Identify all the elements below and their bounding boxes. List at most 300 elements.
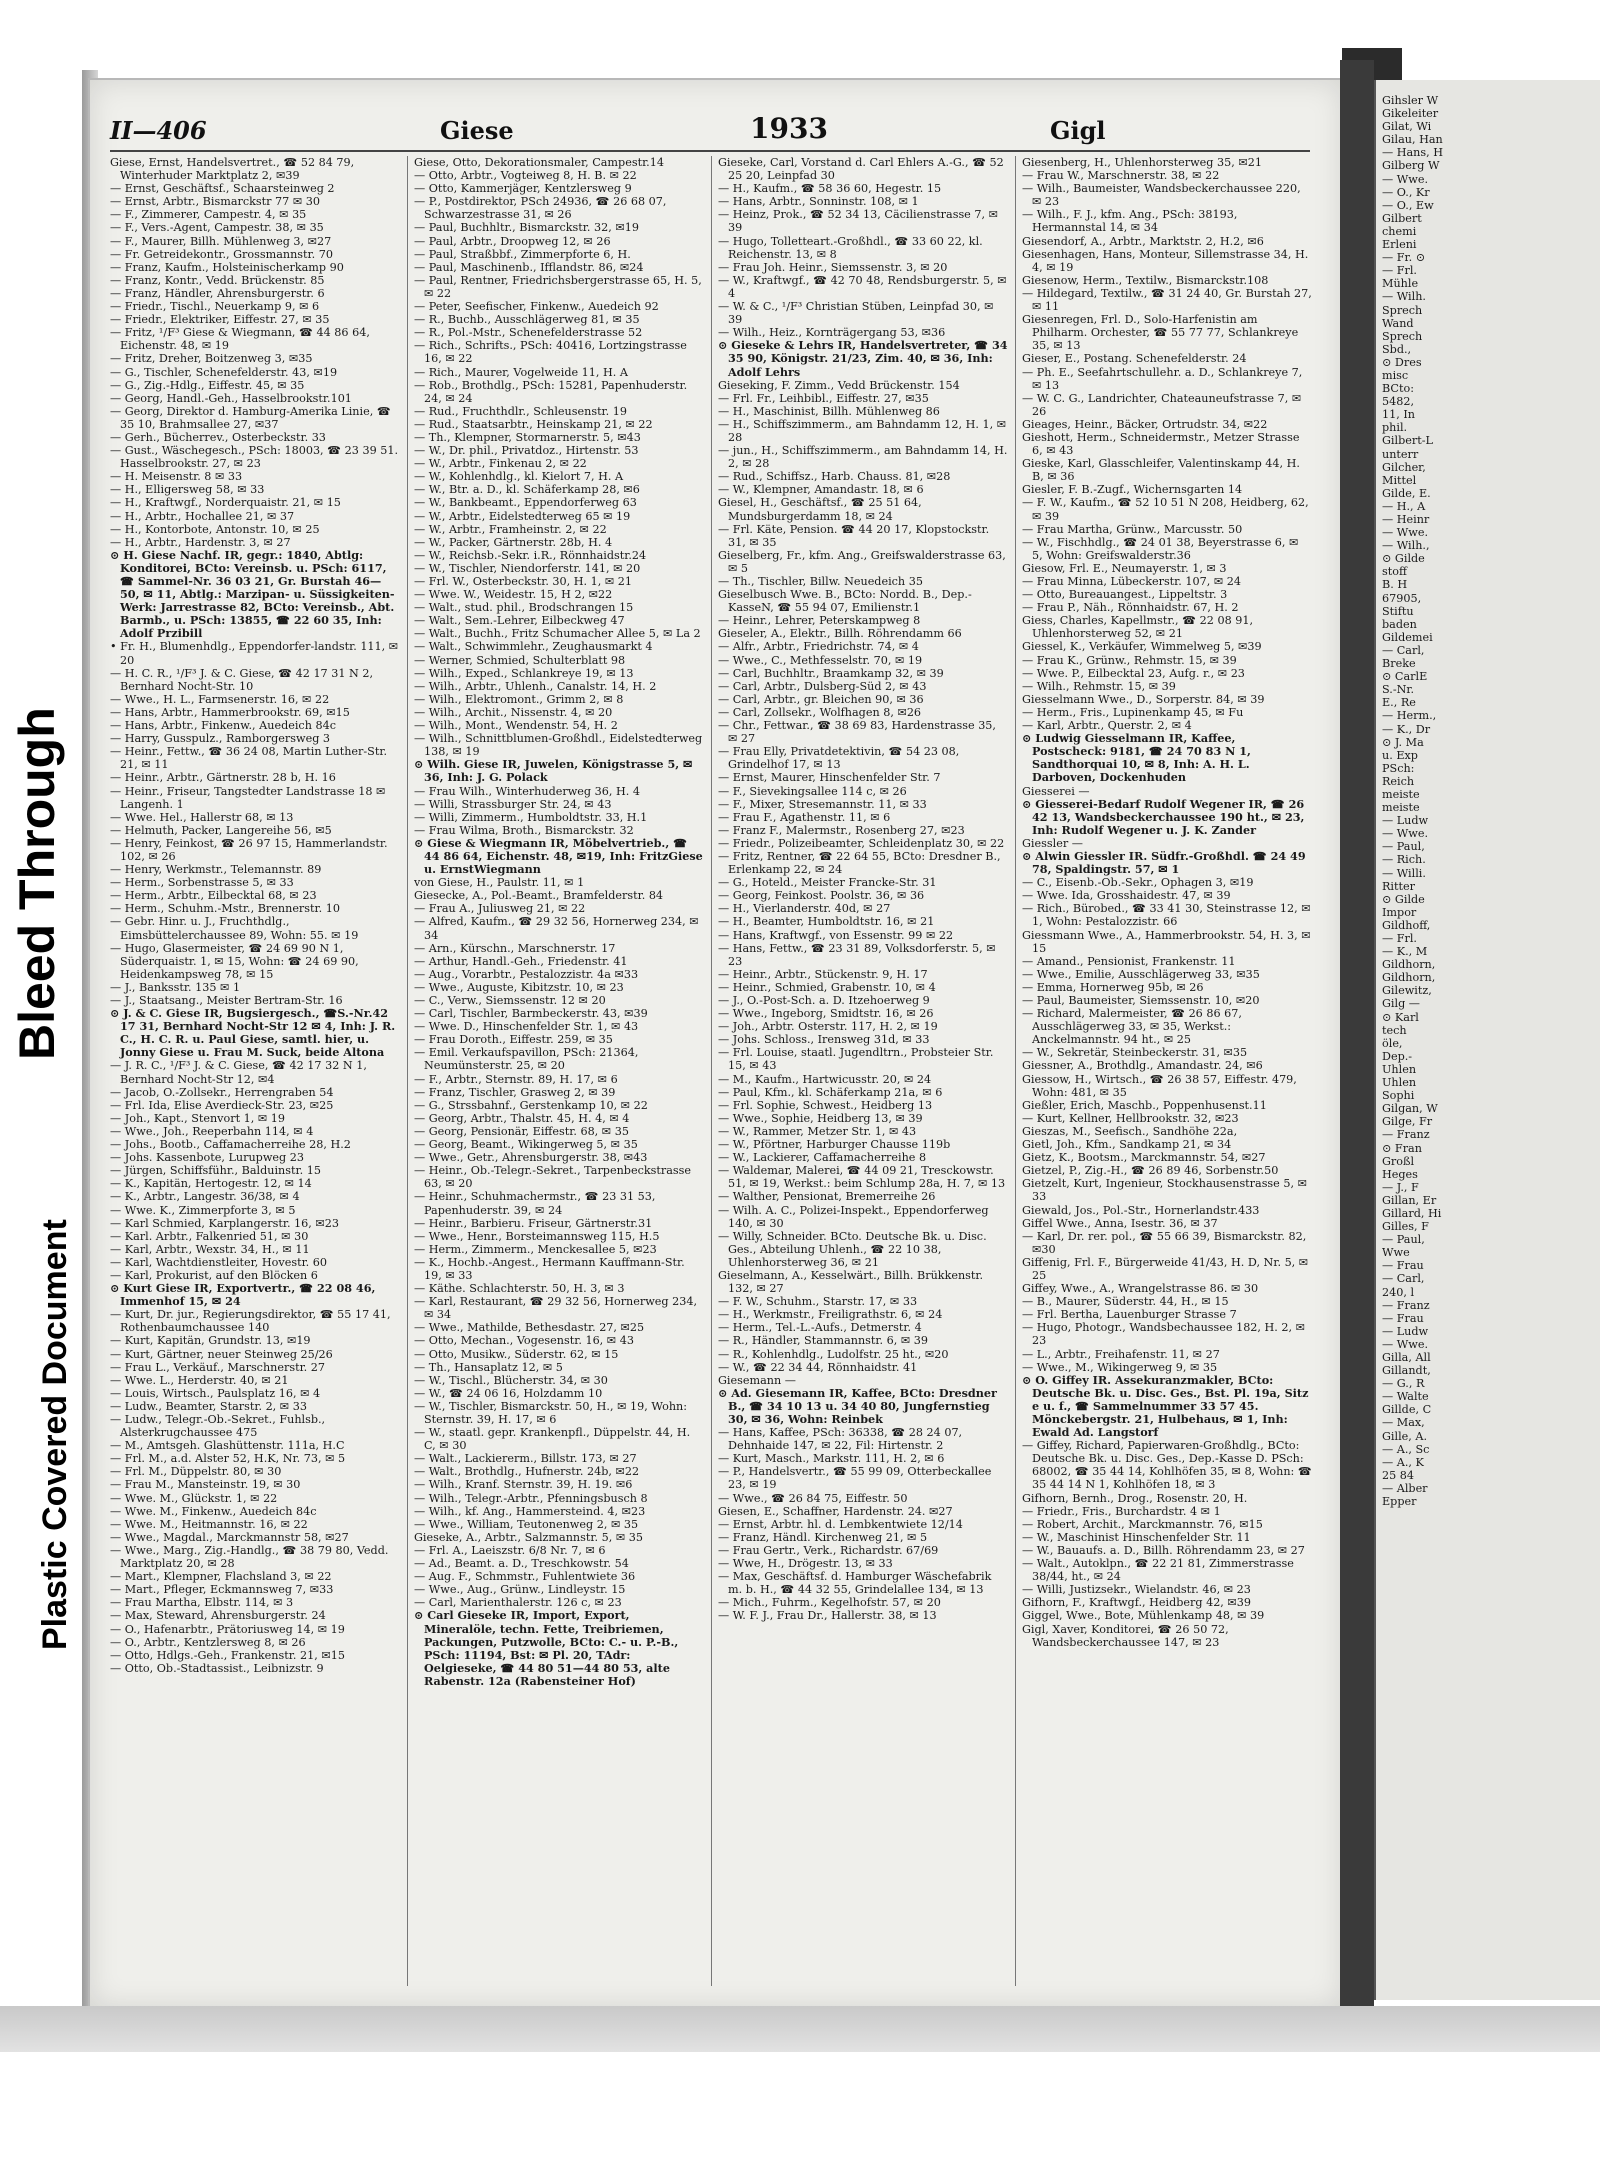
directory-entry: — Wwe. M., Heitmannstr. 16, ✉ 22 (110, 1517, 308, 1531)
directory-entry: Giessel, K., Verkäufer, Wimmelweg 5, ✉39 (1022, 640, 1262, 654)
directory-column-2 (414, 156, 704, 1986)
facing-page-line: 67905, (1382, 591, 1422, 605)
directory-entry: — F., Arbtr., Sternstr. 89, H. 17, ✉ 6 (414, 1072, 618, 1086)
directory-entry: — W., Tischler, Bismarckstr. 50, H., ✉ 19, Wohn: Sternstr. 39, H. 17, ✉ 6 (414, 1399, 688, 1426)
directory-entry: — Arn., Kürschn., Marschnerstr. 17 (414, 941, 616, 955)
directory-entry: Gieseking, F. Zimm., Vedd Brückenstr. 154 (718, 378, 960, 392)
directory-entry: — Käthe. Schlachterstr. 50, H. 3, ✉ 3 (414, 1282, 625, 1296)
directory-entry: — F., Maurer, Billh. Mühlenweg 3, ✉27 (110, 234, 332, 248)
facing-page-line: ⊙ Gilde (1382, 892, 1425, 906)
directory-entry: — Giffey, Richard, Papierwaren-Großhdlg., BCto: Deutsche Bk. u. Disc. Ges., Dep.-Kasse D. PSch: 68002, ☎ 35 44 14, Kohlhöfen 35, ✉ 8, Wohn: ☎ 35 44 14 N 1, Kohlhöfen 18, ✉ 3 (1022, 1439, 1312, 1492)
directory-entry: — Rich., Maurer, Vogelweide 11, H. A (414, 365, 628, 379)
directory-entry: — Frau Gertr., Verk., Richardstr. 67/69 (718, 1543, 939, 1557)
directory-entry: — Wwe., Ingeborg, Smidtstr. 16, ✉ 26 (718, 1007, 934, 1021)
directory-entry: Gietzel, P., Zig.-H., ☎ 26 89 46, Sorbenstr.50 (1022, 1164, 1279, 1178)
directory-entry: — W., Maschinist Hinschenfelder Str. 11 (1022, 1530, 1251, 1544)
directory-entry: — F., Sievekingsallee 114 c, ✉ 26 (718, 784, 907, 798)
directory-entry: — O., Hafenarbtr., Prätoriusweg 14, ✉ 19 (110, 1622, 345, 1636)
directory-entry: — J., O.-Post-Sch. a. D. Itzehoerweg 9 (718, 994, 930, 1007)
directory-entry: — Aug. F., Schmmstr., Fuhlentwiete 36 (414, 1570, 636, 1584)
directory-entry: Gieages, Heinr., Bäcker, Ortrudstr. 34, ✉22 (1022, 417, 1268, 431)
directory-entry: — Rich., Bürobed., ☎ 33 41 30, Steinstrasse 12, ✉ 1, Wohn: Pestalozzistr. 66 (1022, 902, 1311, 929)
directory-entry: — Herm., Zimmerm., Menckesallee 5, ✉23 (414, 1242, 657, 1256)
directory-entry: — Hans, Arbtr., Finkenw., Auedeich 84c (110, 719, 336, 733)
directory-entry: — Louis, Wirtsch., Paulsplatz 16, ✉ 4 (110, 1386, 321, 1400)
directory-entry: Gifhorn, F., Kraftwgf., Heidberg 42, ✉39 (1022, 1596, 1252, 1610)
directory-entry: — Heinr., Schmied, Grabenstr. 10, ✉ 4 (718, 980, 936, 994)
facing-page-line: BCto: (1382, 382, 1414, 396)
directory-entry: — Rich., Schrifts., PSch: 40416, Lortzingstrasse 16, ✉ 22 (414, 339, 687, 366)
directory-entry: — Wwe. W., Weidestr. 15, H 2, ✉22 (414, 588, 613, 602)
column-divider (1015, 156, 1016, 1986)
directory-entry: — W., Kraftwgf., ☎ 42 70 48, Rendsburgerstr. 5, ✉ 4 (718, 273, 1007, 300)
directory-entry: von Giese, H., Paulstr. 11, ✉ 1 (414, 876, 585, 890)
facing-page-line: — Walte (1382, 1390, 1429, 1404)
directory-entry: — Hildegard, Textilw., ☎ 31 24 40, Gr. Burstah 27, ✉ 11 (1022, 286, 1312, 314)
facing-page-line: PSch: (1382, 761, 1415, 775)
directory-entry: — W., Arbtr., Eidelstedterweg 65 ✉ 19 (414, 509, 631, 523)
directory-entry: Gigl, Xaver, Konditorei, ☎ 26 50 72, Wandsbeckerchaussee 147, ✉ 23 (1022, 1622, 1229, 1649)
facing-page-line: Breke (1382, 657, 1416, 671)
directory-entry: — Wilh., kf. Ang., Hammersteind. 4, ✉23 (414, 1504, 646, 1518)
directory-entry: — Karl Schmied, Karplangerstr. 16, ✉23 (110, 1216, 340, 1230)
directory-entry: — Paul, Rentner, Friedrichsbergerstrasse 65, H. 5, ✉ 22 (414, 273, 702, 300)
directory-entry: — W., ☎ 24 06 16, Holzdamm 10 (414, 1386, 603, 1400)
directory-entry: — Otto, Musikw., Süderstr. 62, ✉ 15 (414, 1347, 619, 1361)
facing-page-line: phil. (1382, 421, 1408, 435)
facing-page-line: Gildhoff, (1382, 918, 1431, 932)
facing-page-line: — Wilh. (1382, 290, 1426, 304)
column-divider (711, 156, 712, 1986)
directory-entry: — Max, Steward, Ahrensburgerstr. 24 (110, 1609, 326, 1623)
directory-entry: — C., Verw., Siemssenstr. 12 ✉ 20 (414, 994, 606, 1007)
directory-entry: — Georg, Pensionär, Eiffestr. 68, ✉ 35 (414, 1124, 629, 1138)
directory-entry: Gieselmann, A., Kesselwärt., Billh. Brükkenstr. 132, ✉ 27 (718, 1268, 984, 1296)
directory-entry: — W., Reichsb.-Sekr. i.R., Rönnhaidstr.24 (414, 548, 647, 562)
directory-entry: Giesselmann Wwe., D., Sorperstr. 84, ✉ 39 (1022, 692, 1265, 706)
directory-entry: — Frau Minna, Lübeckerstr. 107, ✉ 24 (1022, 575, 1242, 588)
facing-page-line: ⊙ J. Ma (1382, 735, 1424, 749)
directory-entry: — Frau L., Verkäuf., Marschnerstr. 27 (110, 1360, 326, 1374)
facing-page-line: Gilla, All (1382, 1351, 1431, 1364)
facing-page-line: Impor (1382, 905, 1417, 919)
directory-entry: — Wwe. M., Glückstr. 1, ✉ 22 (110, 1491, 278, 1505)
facing-page-line: Gilgan, W (1382, 1102, 1438, 1116)
facing-page-line: Uhlen (1382, 1076, 1417, 1090)
directory-entry: — W., Fischhdlg., ☎ 24 01 38, Beyerstrasse 6, ✉ 5, Wohn: Greifswalderstr.36 (1022, 535, 1299, 562)
directory-columns (110, 156, 1310, 1986)
directory-entry: • Fr. H., Blumenhdlg., Eppendorfer-landstr. 111, ✉ 20 (110, 640, 399, 667)
directory-entry: — Otto, Arbtr., Vogteiweg 8, H. B. ✉ 22 (414, 169, 637, 183)
directory-entry: — Wwe., Sophie, Heidberg 13, ✉ 39 (718, 1111, 923, 1125)
directory-entry: — W., Klempner, Amandastr. 18, ✉ 6 (718, 483, 924, 497)
facing-page-line: Gilles, F (1382, 1220, 1429, 1234)
facing-page-line: Heges (1382, 1167, 1418, 1181)
facing-page-line: Wwe (1382, 1246, 1410, 1260)
directory-entry: — Ludw., Telegr.-Ob.-Sekret., Fuhlsb., Alsterkrugchaussee 475 (110, 1413, 326, 1440)
directory-entry: — Jürgen, Schiffsführ., Balduinstr. 15 (110, 1164, 321, 1178)
facing-page-line: Ritter (1382, 879, 1415, 893)
directory-entry: Giess, Charles, Kapellmstr., ☎ 22 08 91, Uhlenhorsterweg 52, ✉ 21 (1022, 614, 1254, 641)
directory-entry: — Walt., Schwimmlehr., Zeughausmarkt 4 (414, 640, 653, 654)
directory-entry: — H. Meisenstr. 8 ✉ 33 (110, 470, 243, 484)
directory-entry: — H., Kraftwgf., Norderquaistr. 21, ✉ 15 (110, 496, 341, 510)
directory-entry: — Franz F., Malermstr., Rosenberg 27, ✉23 (718, 823, 965, 837)
directory-entry: — Kurt, Masch., Markstr. 111, H. 2, ✉ 6 (718, 1452, 945, 1466)
facing-page-line: Gille, A. (1382, 1429, 1428, 1443)
facing-page-line: Gilge, Fr (1382, 1115, 1433, 1129)
directory-entry: — Wwe. P., Eilbecktal 23, Aufg. r., ✉ 23 (1022, 666, 1245, 680)
directory-entry: — Johs. Kassenbote, Lurupweg 23 (110, 1151, 304, 1165)
directory-entry: — Georg, Arbtr., Thalstr. 45, H. 4, ✉ 4 (414, 1111, 630, 1125)
directory-entry: — Johs., Bootb., Caffamacherreihe 28, H.2 (110, 1138, 351, 1152)
facing-page-line: — Frau (1382, 1259, 1424, 1273)
directory-entry: — Wwe., ☎ 26 84 75, Eiffestr. 50 (718, 1491, 908, 1505)
directory-entry: — H., Arbtr., Hochallee 21, ✉ 37 (110, 509, 295, 523)
directory-entry: — Walt., Autoklpn., ☎ 22 21 81, Zimmerstrasse 38/44, ht., ✉ 24 (1022, 1557, 1294, 1584)
facing-page-line: Gildemei (1382, 630, 1433, 644)
directory-entry: — Wwe. L., Herderstr. 40, ✉ 21 (110, 1373, 289, 1387)
directory-entry: — Th., Hansaplatz 12, ✉ 5 (414, 1360, 563, 1374)
facing-page-line: Mühle (1382, 277, 1419, 291)
directory-entry: — Peter, Seefischer, Finkenw., Auedeich 92 (414, 300, 659, 314)
facing-page-line: — K., M (1382, 945, 1428, 959)
facing-page-line: Gilbert-L (1382, 434, 1433, 448)
directory-entry: — K., Arbtr., Langestr. 36/38, ✉ 4 (110, 1190, 300, 1204)
directory-column-3 (718, 156, 1008, 1986)
directory-entry: — W. C. G., Landrichter, Chateauneufstrasse 7, ✉ 26 (1022, 391, 1302, 418)
directory-entry: — Willi, Justizsekr., Wielandstr. 46, ✉ 23 (1022, 1583, 1251, 1597)
directory-entry: — Frau Elly, Privatdetektivin, ☎ 54 23 08, Grindelhof 17, ✉ 13 (718, 745, 960, 772)
directory-entry: — Frl. Ida, Elise Averdieck-Str. 23, ✉25 (110, 1098, 334, 1112)
directory-entry: — Wilh., Archit., Nissenstr. 4, ✉ 20 (414, 705, 613, 719)
directory-column-4 (1022, 156, 1312, 1986)
directory-entry: — Walther, Pensionat, Bremerreihe 26 (718, 1190, 936, 1204)
directory-entry: ⊙ Kurt Giese IR, Exportvertr., ☎ 22 08 46, Immenhof 15, ✉ 24 (110, 1281, 376, 1309)
facing-page-line: 240, l (1382, 1285, 1415, 1299)
book-spine (1340, 60, 1374, 2020)
directory-entry: — Wwe, H., Drögestr. 13, ✉ 33 (718, 1557, 893, 1571)
facing-page-line: Sophi (1382, 1089, 1415, 1103)
directory-entry: Giggel, Wwe., Bote, Mühlenkamp 48, ✉ 39 (1022, 1609, 1265, 1623)
directory-entry: — Werner, Schmied, Schulterblatt 98 (414, 653, 626, 667)
directory-entry: — Willi, Strassburger Str. 24, ✉ 43 (414, 797, 612, 811)
facing-page-line: — Wwe. (1382, 526, 1428, 540)
directory-entry: — Rud., Staatsarbtr., Heinskamp 21, ✉ 22 (414, 417, 653, 431)
directory-entry: — F., Zimmerer, Campestr. 4, ✉ 35 (110, 208, 307, 222)
directory-entry: — Frl. Sophie, Schwest., Heidberg 13 (718, 1098, 933, 1112)
facing-page-line: ⊙ Karl (1382, 1010, 1419, 1024)
directory-entry: — Max, Geschäftsf. d. Hamburger Wäschefabrik m. b. H., ☎ 44 32 55, Grindelallee 134, ✉ 13 (718, 1570, 992, 1597)
facing-page-line: Gillan, Er (1382, 1193, 1437, 1207)
directory-entry: — Herm., Sorbenstrasse 5, ✉ 33 (110, 876, 294, 890)
directory-entry: — Wwe., Henr., Borsteimannsweg 115, H.5 (414, 1229, 660, 1243)
directory-entry: — Rob., Brothdlg., PSch: 15281, Papenhuderstr. 24, ✉ 24 (414, 378, 688, 405)
facing-page-line: — Fr. ⊙ (1382, 251, 1426, 265)
directory-entry: — R., Kohlenhdlg., Ludolfstr. 25 ht., ✉20 (718, 1347, 949, 1361)
side-labels (0, 0, 88, 2177)
directory-entry: — Frau M., Mansteinstr. 19, ✉ 30 (110, 1478, 301, 1492)
directory-entry: — G., Hoteld., Meister Francke-Str. 31 (718, 876, 937, 890)
directory-entry: — Chr., Fettwar., ☎ 38 69 83, Hardenstrasse 35, ✉ 27 (718, 719, 996, 746)
facing-page-line: — Rich. (1382, 853, 1426, 867)
directory-entry: — Fritz, ¹/F³ Giese & Wiegmann, ☎ 44 86 64, Eichenstr. 48, ✉ 19 (110, 326, 370, 353)
directory-entry: — G., Zig.-Hdlg., Eiffestr. 45, ✉ 35 (110, 378, 305, 392)
facing-page-line: Sprech (1382, 329, 1423, 343)
directory-entry: — H., Werkmstr., Freiligrathstr. 6, ✉ 24 (718, 1308, 943, 1322)
facing-page-line: — O., Kr (1382, 185, 1430, 199)
directory-entry: Giesemann — (718, 1373, 796, 1387)
directory-entry: — H., Arbtr., Hardenstr. 3, ✉ 27 (110, 535, 291, 549)
directory-entry: ⊙ Carl Gieseke IR, Import, Export, Mineralöle, techn. Fette, Treibriemen, Packungen, Putzwolle, BCto: C.- u. P.-B., PSch: 11194, Bst: ✉ Pl. 20, TAdr: Oelgieseke, ☎ 44 80 51—44 80 53, alte Rabenstr. 12a (Rabensteiner Hof) (414, 1608, 679, 1688)
directory-entry: — P., Postdirektor, PSch 24936, ☎ 26 68 07, Schwarzestrasse 31, ✉ 26 (414, 195, 667, 222)
directory-entry: — Wwe., H. L., Farmsenerstr. 16, ✉ 22 (110, 692, 330, 706)
directory-entry: — Frl. A., Laeiszstr. 6/8 Nr. 7, ✉ 6 (414, 1543, 606, 1557)
directory-entry: — Frau Joh. Heinr., Siemssenstr. 3, ✉ 20 (718, 260, 948, 274)
directory-entry: — Wwe., C., Methfesselstr. 70, ✉ 19 (718, 653, 923, 667)
directory-entry: Giese, Otto, Dekorationsmaler, Campestr.14 (414, 156, 664, 169)
bleed-through-label: Bleed Through (9, 707, 65, 1060)
directory-entry: — Th., Klempner, Stormarnerstr. 5, ✉43 (414, 430, 641, 444)
directory-entry: ⊙ O. Giffey IR. Assekuranzmakler, BCto: Deutsche Bk. u. Disc. Ges., Bst. Pl. 19a, Sitz e u. f., ☎ Sammelnummer 33 57 45. Mönckebergstr. 21, Hulbehaus, ✉ 1, Inh: Ewald Ad. Langstorf (1022, 1372, 1309, 1440)
facing-page-line: Gildhorn, (1382, 958, 1436, 972)
directory-entry: — Wwe. D., Hinschenfelder Str. 1, ✉ 43 (414, 1020, 639, 1034)
directory-entry: — Carl, Marienthalerstr. 126 c, ✉ 23 (414, 1596, 622, 1610)
directory-entry: — Wwe. Ida, Grosshaidestr. 47, ✉ 39 (1022, 889, 1231, 903)
directory-entry: — Joh., Arbtr. Osterstr. 117, H. 2, ✉ 19 (718, 1020, 938, 1034)
facing-page-line: B. H (1382, 578, 1408, 592)
directory-entry: — Wwe., Emilie, Ausschlägerweg 33, ✉35 (1022, 967, 1260, 981)
directory-entry: — Wwe., Magdal., Marckmannstr 58, ✉27 (110, 1530, 349, 1544)
directory-entry: — Heinr., Lehrer, Peterskampweg 8 (718, 614, 921, 628)
directory-entry: — Emil. Verkaufspavillon, PSch: 21364, Neumünsterstr. 25, ✉ 20 (414, 1046, 639, 1073)
directory-entry: — Frau Wilh., Winterhuderweg 36, H. 4 (414, 784, 640, 798)
header-year: 1933 (750, 112, 828, 145)
directory-entry: — W., Arbtr., Framheinstr. 2, ✉ 22 (414, 522, 607, 536)
directory-entry: — H., Kaufm., ☎ 58 36 60, Hegestr. 15 (718, 182, 942, 196)
directory-entry: — Jacob, O.-Zollsekr., Herrengraben 54 (110, 1085, 334, 1099)
directory-entry: — Ludw., Beamter, Starstr. 2, ✉ 33 (110, 1399, 307, 1413)
directory-entry: — Fritz, Rentner, ☎ 22 64 55, BCto: Dresdner B., Erlenkamp 22, ✉ 24 (718, 849, 1001, 877)
directory-entry: Giesow, Frl. E., Neumayerstr. 1, ✉ 3 (1022, 561, 1227, 575)
directory-entry: — W., Packer, Gärtnerstr. 28b, H. 4 (414, 535, 613, 549)
plastic-covered-label: Plastic Covered Document (36, 1219, 74, 1650)
facing-page-line: Epper (1382, 1495, 1417, 1509)
directory-entry: — Hans, Kaffee, PSch: 36338, ☎ 28 24 07, Dehnhaide 147, ✉ 22, Fil: Hirtenstr. 2 (718, 1426, 963, 1453)
directory-entry: — Friedr., Elektriker, Eiffestr. 27, ✉ 35 (110, 313, 330, 327)
directory-entry: — Ernst, Maurer, Hinschenfelder Str. 7 (718, 771, 941, 785)
directory-entry: — L., Arbtr., Freihafenstr. 11, ✉ 27 (1022, 1347, 1220, 1361)
directory-entry: — Willi, Zimmerm., Humboldtstr. 33, H.1 (414, 810, 648, 824)
directory-entry: Giessner, A., Brothdlg., Amandastr. 24, ✉6 (1022, 1059, 1263, 1073)
directory-entry: — Willy, Schneider. BCto. Deutsche Bk. u. Disc. Ges., Abteilung Uhlenh., ☎ 22 10 38, Uhlenhorsterweg 36, ✉ 21 (718, 1229, 987, 1269)
directory-entry: — Karl. Arbtr., Falkenried 51, ✉ 30 (110, 1229, 309, 1243)
directory-entry: — Kurt, Kapitän, Grundstr. 13, ✉19 (110, 1334, 311, 1348)
facing-page-line: — Franz (1382, 1128, 1430, 1142)
directory-entry: — Walt., stud. phil., Brodschrangen 15 (414, 601, 634, 615)
header-last-word: Gigl (1050, 116, 1106, 145)
facing-page-line: tech (1382, 1023, 1407, 1037)
directory-entry: — Fritz, Dreher, Boitzenweg 3, ✉35 (110, 352, 313, 366)
facing-page-line: baden (1382, 617, 1417, 631)
directory-entry: ⊙ Ludwig Giesselmann IR, Kaffee, Postscheck: 9181, ☎ 24 70 83 N 1, Sandthorquai 10, ✉ 8, Inh: A. H. L. Darboven, Dockenhuden (1022, 731, 1251, 785)
directory-entry: — Hans, Fettw., ☎ 23 31 89, Volksdorferstr. 5, ✉ 23 (718, 941, 996, 968)
directory-entry: — W., Kohlenhdlg., kl. Kielort 7, H. A (414, 470, 624, 484)
facing-page-line: — Wwe. (1382, 1337, 1428, 1351)
directory-entry: — H., Kontorbote, Antonstr. 10, ✉ 25 (110, 522, 320, 536)
directory-entry: — Robert, Archit., Marckmannstr. 76, ✉15 (1022, 1517, 1263, 1531)
facing-page-line: Großl (1382, 1154, 1415, 1168)
directory-entry: — J. R. C., ¹/F³ J. & C. Giese, ☎ 42 17 32 N 1, Bernhard Nocht-Str 12, ✉4 (110, 1059, 367, 1086)
facing-page-line: — A., K (1382, 1455, 1424, 1469)
facing-page-line: ⊙ Gilde (1382, 552, 1425, 566)
directory-entry: — Gebr. Hinr. u. J., Fruchthdlg., Eimsbüttelerchaussee 89, Wohn: 55. ✉ 19 (110, 915, 359, 942)
directory-entry: — R., Händler, Stammannstr. 6, ✉ 39 (718, 1334, 929, 1348)
directory-entry: Giesecke, A., Pol.-Beamt., Bramfelderstr. 84 (414, 889, 664, 903)
directory-entry: — Ph. E., Seefahrtschullehr. a. D., Schlankreye 7, ✉ 13 (1022, 365, 1303, 392)
directory-entry: — M., Kaufm., Hartwicusstr. 20, ✉ 24 (718, 1072, 932, 1086)
directory-entry: — W., Dr. phil., Privatdoz., Hirtenstr. 53 (414, 444, 639, 458)
directory-entry: — Hugo, Photogr., Wandsbechaussee 182, H. 2, ✉ 23 (1022, 1321, 1306, 1348)
directory-entry: — Friedr., Tischl., Neuerkamp 9, ✉ 6 (110, 300, 320, 314)
facing-page-line: — G., R (1382, 1377, 1425, 1391)
directory-entry: — Carl, Arbtr., gr. Bleichen 90, ✉ 36 (718, 692, 924, 706)
directory-entry: — Wilh., F. J., kfm. Ang., PSch: 38193, Hermannstal 14, ✉ 34 (1022, 208, 1238, 235)
directory-entry: — Paul, Straßbbf., Zimmerpforte 6, H. (414, 247, 631, 261)
directory-entry: — Paul, Baumeister, Siemssenstr. 10, ✉20 (1022, 994, 1260, 1007)
facing-page-line: — Frl. (1382, 932, 1417, 945)
directory-entry: — Alfred, Kaufm., ☎ 29 32 56, Hornerweg 234, ✉ 34 (414, 915, 699, 942)
directory-entry: — Wilh., Exped., Schlankreye 19, ✉ 13 (414, 666, 634, 680)
directory-entry: ⊙ Giese & Wiegmann IR, Möbelvertrieb., ☎ 44 86 64, Eichenstr. 48, ✉19, Inh: FritzGiese u. ErnstWiegmann (414, 835, 703, 877)
directory-entry: — Carl, Zollsekr., Wolfhagen 8, ✉26 (718, 705, 922, 719)
directory-entry: — Wilh., Mont., Wendenstr. 54, H. 2 (414, 719, 618, 733)
directory-entry: — Aug., Vorarbtr., Pestalozzistr. 4a ✉33 (414, 967, 639, 981)
directory-entry: — Herm., Arbtr., Eilbecktal 68, ✉ 23 (110, 889, 317, 903)
directory-entry: — Wilh., Schnittblumen-Großhdl., Eidelstedterweg 138, ✉ 19 (414, 732, 703, 759)
facing-page-line: Gilewitz, (1382, 984, 1432, 998)
directory-entry: — Ernst, Arbtr. hl. d. Lembkentwiete 12/14 (718, 1517, 963, 1531)
directory-entry: — W., Rammer, Metzer Str. 1, ✉ 43 (718, 1124, 917, 1138)
directory-entry: — Karl, Dr. rer. pol., ☎ 55 66 39, Bismarckstr. 82, ✉30 (1022, 1229, 1307, 1256)
directory-entry: — Wwe., William, Teutonenweg 2, ✉ 35 (414, 1517, 639, 1531)
directory-entry: — Rud., Fruchthdlr., Schleusenstr. 19 (414, 404, 628, 418)
facing-page-line: stoff (1382, 565, 1407, 579)
directory-entry: — R., Buchb., Ausschlägerweg 81, ✉ 35 (414, 313, 640, 327)
directory-entry: — Otto, Kammerjäger, Kentzlersweg 9 (414, 182, 632, 196)
directory-entry: Gieselberg, Fr., kfm. Ang., Greifswalderstrasse 63, ✉ 5 (718, 548, 1006, 575)
facing-page-line: — Max, (1382, 1416, 1425, 1430)
directory-entry: — W., Sekretär, Steinbeckerstr. 31, ✉35 (1022, 1046, 1248, 1060)
directory-entry: — W. F. J., Frau Dr., Hallerstr. 38, ✉ 13 (718, 1609, 937, 1623)
directory-entry: — Karl, Restaurant, ☎ 29 32 56, Hornerweg 234, ✉ 34 (414, 1295, 698, 1322)
facing-page-line: Gilcher, (1382, 460, 1426, 474)
directory-entry: — Th., Tischler, Billw. Neuedeich 35 (718, 575, 923, 588)
directory-entry: — Richard, Malermeister, ☎ 26 86 67, Ausschlägerweg 33, ✉ 35, Werkst.: Anckelmannstr. 94 ht., ✉ 25 (1022, 1007, 1242, 1047)
directory-entry: Gifhorn, Bernh., Drog., Rosenstr. 20, H. (1022, 1491, 1248, 1505)
directory-entry: — Wilh., Baumeister, Wandsbeckerchaussee 220, ✉ 23 (1022, 182, 1301, 209)
directory-entry: — W., Pförtner, Harburger Chausse 119b (718, 1138, 951, 1152)
directory-entry: — Ernst, Geschäftsf., Schaarsteinweg 2 (110, 182, 335, 196)
directory-entry: — Waldemar, Malerei, ☎ 44 09 21, Tresckowstr. 51, ✉ 19, Werkst.: beim Schlump 28a, H. 7, ✉ 13 (718, 1164, 1006, 1191)
facing-page-line: misc (1382, 368, 1409, 382)
directory-entry: — Helmuth, Packer, Langereihe 56, ✉5 (110, 823, 332, 837)
directory-entry: — Franz, Händler, Ahrensburgerstr. 6 (110, 286, 325, 300)
directory-entry: — Georg, Beamt., Wikingerweg 5, ✉ 35 (414, 1138, 638, 1152)
directory-entry: Giese, Ernst, Handelsvertret., ☎ 52 84 79, Winterhuder Marktplatz 2, ✉39 (110, 156, 355, 183)
facing-page-line: Dep.- (1382, 1049, 1413, 1063)
directory-entry: — W., ☎ 22 34 44, Rönnhaidstr. 41 (718, 1360, 918, 1374)
directory-entry: ⊙ Ad. Giesemann IR, Kaffee, BCto: Dresdner B., ☎ 34 10 13 u. 34 40 80, Jungfernstieg 30, ✉ 36, Wohn: Reinbek (718, 1385, 997, 1426)
facing-page-line: Gilde, E. (1382, 486, 1431, 500)
directory-entry: — Wilh., Kranf. Sternstr. 39, H. 19. ✉6 (414, 1478, 633, 1492)
header-first-word: Giese (440, 116, 514, 145)
directory-entry: — R., Pol.-Mstr., Schenefelderstrasse 52 (414, 326, 643, 340)
directory-entry: — Wwe., Aug., Grünw., Lindleystr. 15 (414, 1583, 626, 1597)
directory-entry: Gieseke, Carl, Vorstand d. Carl Ehlers A.-G., ☎ 52 25 20, Leinpfad 30 (718, 156, 1004, 183)
facing-page-line: — J., F (1382, 1180, 1419, 1194)
directory-entry: — Wilh. A. C., Polizei-Inspekt., Eppendorferweg 140, ✉ 30 (718, 1203, 989, 1230)
directory-entry: — W., Tischler, Niendorferstr. 141, ✉ 20 (414, 561, 641, 575)
directory-entry: ⊙ Gieseke & Lehrs IR, Handelsvertreter, ☎ 34 35 90, Königstr. 21/23, Zim. 40, ✉ 36, Inh: Adolf Lehrs (718, 338, 1008, 379)
directory-entry: — Henry, Werkmstr., Telemannstr. 89 (110, 863, 322, 877)
directory-entry: Giesler, F. B.-Zugf., Wichernsgarten 14 (1022, 483, 1243, 497)
directory-entry: Gietl, Joh., Kfm., Sandkamp 21, ✉ 34 (1022, 1138, 1232, 1152)
directory-entry: — Wilh., Rehmstr. 15, ✉ 39 (1022, 679, 1176, 693)
directory-entry: — Karl, Arbtr., Querstr. 2, ✉ 4 (1022, 719, 1192, 733)
facing-page-line: Gilbert (1382, 211, 1422, 225)
directory-entry: — Karl, Prokurist, auf den Blöcken 6 (110, 1268, 318, 1282)
directory-entry: — Frau P., Näh., Rönnhaidstr. 67, H. 2 (1022, 601, 1239, 615)
facing-page-line: — Paul, (1382, 840, 1425, 854)
directory-entry: ⊙ H. Giese Nachf. IR, gegr.: 1840, Abtlg: Konditorei, BCto: Vereinsb. u. PSch: 6117, ☎ Sammel-Nr. 36 03 21, Gr. Burstah 46—50, ✉ 11, Abtlg.: Marzipan- u. Süssigkeiten-Werk: Jarrestrasse 82, BCto: Vereinsb., Abt. Barmb., u. PSch: 13855, ☎ 22 60 35, Inh: Adolf Przibill (110, 547, 395, 641)
facing-page-line: — Franz (1382, 1298, 1430, 1312)
facing-page-line: — Wwe. (1382, 827, 1428, 841)
directory-entry: — Heinr., Arbtr., Gärtnerstr. 28 b, H. 16 (110, 771, 336, 785)
directory-entry: — G., Strssbahnf., Gerstenkamp 10, ✉ 22 (414, 1098, 648, 1112)
directory-entry: — Frau K., Grünw., Rehmstr. 15, ✉ 39 (1022, 653, 1237, 667)
directory-entry: — Franz, Kontr., Vedd. Brückenstr. 85 (110, 273, 325, 287)
directory-entry: — Paul, Maschinenb., Ifflandstr. 86, ✉24 (414, 260, 644, 274)
directory-entry: — Hans, Kraftwgf., von Essenstr. 99 ✉ 22 (718, 928, 954, 942)
directory-entry: Giesel, H., Geschäftsf., ☎ 25 51 64, Mundsburgerdamm 18, ✉ 24 (718, 496, 922, 523)
directory-entry: — Herm., Tel.-L.-Aufs., Detmerstr. 4 (718, 1321, 922, 1335)
page-header (110, 110, 1310, 150)
directory-entry: — Joh., Kapt., Stenvort 1, ✉ 19 (110, 1111, 286, 1125)
directory-entry: — O., Arbtr., Kentzlersweg 8, ✉ 26 (110, 1635, 306, 1649)
facing-page-line: — Paul, (1382, 1233, 1425, 1247)
directory-entry: — Hugo, Tolletteart.-Großhdl., ☎ 33 60 22, kl. Reichenstr. 13, ✉ 8 (718, 234, 983, 261)
facing-page-line: Gilau, Han (1382, 133, 1443, 147)
directory-entry: — H., Vierlanderstr. 40d, ✉ 27 (718, 902, 891, 916)
facing-page-line: — Frl. (1382, 264, 1417, 278)
directory-entry: — Walt., Brothdlg., Hufnerstr. 24b, ✉22 (414, 1465, 640, 1479)
directory-entry: — G., Tischler, Schenefelderstr. 43, ✉19 (110, 365, 338, 379)
directory-entry: — Frau Doroth., Eiffestr. 259, ✉ 35 (414, 1033, 613, 1047)
directory-entry: — Heinr., Schuhmachermstr., ☎ 23 31 53, Papenhuderstr. 39, ✉ 24 (414, 1190, 656, 1217)
facing-page-line: 25 84 (1382, 1468, 1415, 1482)
directory-entry: — Amand., Pensionist, Frankenstr. 11 (1022, 954, 1236, 968)
directory-entry: — Wwe. K., Zimmerpforte 3, ✉ 5 (110, 1203, 296, 1217)
directory-entry: — J., Staatsang., Meister Bertram-Str. 16 (110, 994, 343, 1007)
facing-page-fragment (1374, 80, 1600, 2000)
directory-entry: — Karl, Wachtdienstleiter, Hovestr. 60 (110, 1255, 328, 1269)
scanner-bottom-band (0, 2006, 1600, 2052)
facing-page-line: Mittel (1382, 473, 1417, 487)
directory-entry: — Frau Martha, Elbstr. 114, ✉ 3 (110, 1596, 294, 1610)
directory-entry: — Heinr., Ob.-Telegr.-Sekret., Tarpenbeckstrasse 63, ✉ 20 (414, 1164, 691, 1191)
facing-page-line: u. Exp (1382, 748, 1418, 762)
